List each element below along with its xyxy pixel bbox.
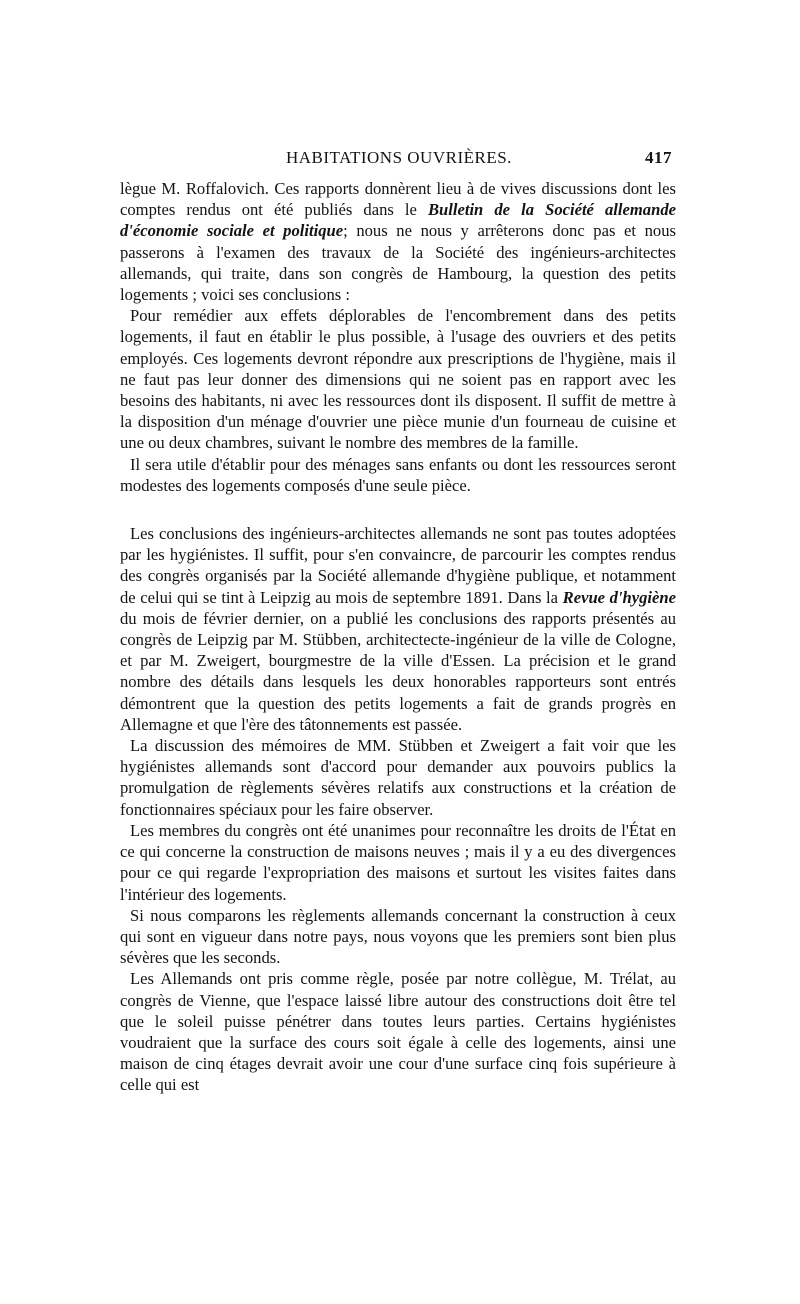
- paragraph: Les conclusions des ingénieurs-architectes allemands ne sont pas toutes adoptées par les hygiénistes. Il suffit, pour s'en convaincre, de parcourir les comptes rendus des congrès organisés par la Société allemande d'hygiène publique, et notamment de celui qui se tint à Leipzig au mois de septembre 1891. Dans la Revue d'hygiène du mois de février dernier, on a publié les conclusions des rapports présentés au congrès de Leipzig par M. Stübben, architectecte-ingénieur de la ville de Cologne, et par M. Zweigert, bourgmestre de la ville d'Essen. La précision et le grand nombre des détails dans lesquels les deux honorables rapporteurs sont entrés démontrent que la question des petits logements a fait de grands progrès en Allemagne et que l'ère des tâtonnements est passée.: [120, 524, 676, 734]
- paragraph: Les Allemands ont pris comme règle, posée par notre collègue, M. Trélat, au congrès de Vienne, que l'espace laissé libre autour des constructions doit être tel que le soleil puisse pénétrer dans toutes leurs parties. Certains hygiénistes voudraient que la surface des cours soit égale à celle des logements, ainsi une maison de cinq étages devrait avoir une cour d'une surface cinq fois supérieure à celle qui est: [120, 969, 676, 1095]
- book-page: [120, 148, 676, 1096]
- paragraph-quote: Pour remédier aux effets déplorables de l'encombrement dans des petits logements, il faut en établir le plus possible, à l'usage des ouvriers et des petits employés. Ces logements devront répondre aux prescriptions de l'hygiène, mais il ne faut pas leur donner des dimensions qui ne soient pas en rapport avec les besoins des habitants, ni avec les ressources dont ils disposent. Il suffit de mettre à la disposition d'un ménage d'ouvrier une pièce munie d'un fourneau de cuisine et une ou deux chambres, suivant le nombre des membres de la famille.: [120, 306, 676, 453]
- paragraph: Les membres du congrès ont été unanimes pour reconnaître les droits de l'État en ce qui concerne la construction de maisons neuves ; mais il y a eu des divergences pour ce qui regarde l'expropriation des maisons et surtout les visites faites dans l'intérieur des logements.: [120, 820, 676, 904]
- running-header: [120, 148, 676, 178]
- paragraph-quote-end: Il sera utile d'établir pour des ménages sans enfants ou dont les ressources seront modestes des logements composés d'une seule pièce.: [120, 454, 676, 495]
- paragraph: Si nous comparons les règlements allemands concernant la construction à ceux qui sont en vigueur dans notre pays, nous voyons que les premiers sont bien plus sévères que les seconds.: [120, 905, 676, 968]
- running-title: HABITATIONS OUVRIÈRES.: [286, 148, 512, 167]
- paragraph: La discussion des mémoires de MM. Stübben et Zweigert a fait voir que les hygiénistes allemands sont d'accord pour demander aux pouvoirs publics la promulgation de règlements sévères relatifs aux constructions et la création de fonctionnaires spéciaux pour les faire observer.: [120, 736, 676, 819]
- paragraph-continued: lègue M. Roffalovich. Ces rapports donnèrent lieu à de vives discussions dont les comptes rendus ont été publiés dans le Bulletin de la Société allemande d'économie sociale et politique; nous ne nous y arrêterons donc pas et nous passerons à l'examen des travaux de la Société des ingénieurs-architectes allemands, qui traite, dans son congrès de Hambourg, la question des petits logements ; voici ses conclusions :: [120, 179, 676, 305]
- revue-title: Revue d'hygiène: [562, 587, 676, 607]
- page-number: 417: [645, 148, 672, 167]
- bulletin-title: Bulletin de la Société allemande d'économie sociale et politique: [120, 200, 676, 241]
- body-text: [120, 178, 676, 1096]
